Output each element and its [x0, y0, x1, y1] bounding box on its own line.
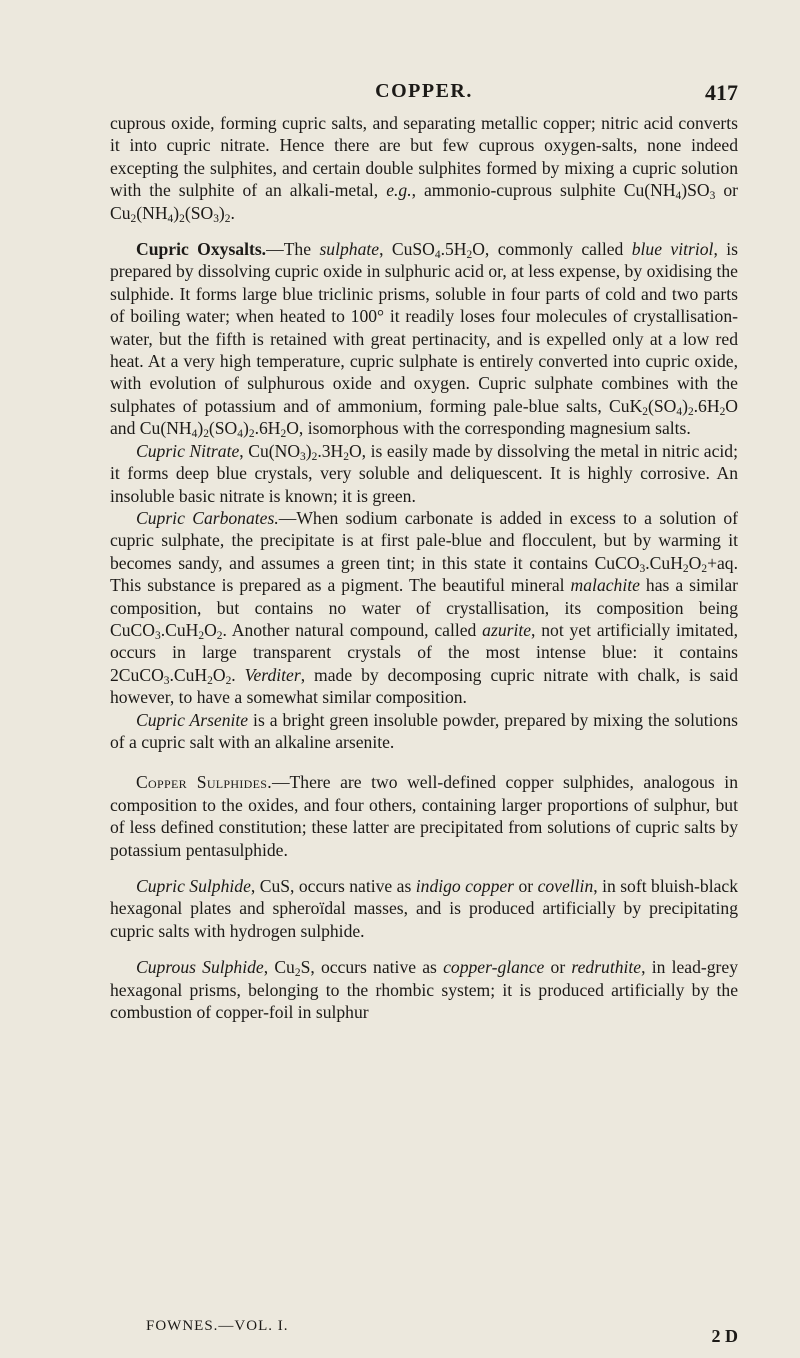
- text-run: (NH: [136, 202, 168, 223]
- subscript: 3: [639, 562, 646, 575]
- text-run: , made by decomposing cupric nitrate with chalk, is said however, to have a somewhat similar composition.: [110, 664, 738, 708]
- text-run: .CuH: [160, 619, 199, 640]
- text-run: or Cu: [110, 180, 739, 223]
- subscript: 3: [300, 450, 306, 463]
- subscript: 2: [225, 674, 232, 687]
- subscript: 2: [343, 450, 349, 463]
- text-run: Cupric Carbonates.: [136, 507, 279, 528]
- subscript: 2: [198, 629, 205, 642]
- text-run: azurite: [482, 619, 532, 640]
- text-run: S, occurs native as: [300, 957, 444, 978]
- text-run: cuprous oxide, forming cupric salts, and separating metallic copper; nitric acid converts it into cupric nitrate. Hence there are but few cuprous oxygen-salts, none indeed excepting the sulphites, and certain double sulphites formed by mixing a cupric solution with the sulphite of an alkali-metal,: [110, 113, 738, 201]
- text-run: .: [231, 664, 245, 685]
- text-run: .6H: [254, 418, 281, 439]
- text-run: O: [204, 619, 217, 640]
- subscript: 4: [191, 428, 198, 441]
- paragraph-cupric-carbonates: [110, 507, 738, 709]
- text-run: . Another natural compound, called: [222, 619, 483, 640]
- subscript: 2: [466, 249, 473, 262]
- text-run: O, isomorphous with the corresponding magnesium salts.: [286, 418, 691, 439]
- text-run: copper-glance: [443, 957, 545, 978]
- paragraph-cupric-nitrate: [110, 440, 738, 507]
- text-run: blue vitriol: [631, 239, 714, 260]
- text-run: O: [688, 552, 702, 573]
- text-run: indigo copper: [415, 876, 515, 896]
- subscript: 2: [701, 562, 708, 575]
- running-header: [110, 80, 738, 110]
- text-run: sulphate: [319, 239, 380, 260]
- text-run: Verditer: [244, 664, 301, 685]
- text-run: Cuprous Sulphide: [136, 957, 264, 978]
- text-run: or: [544, 957, 572, 978]
- text-run: .CuH: [169, 664, 208, 685]
- paragraph-cupric-arsenite: [110, 709, 738, 754]
- subscript: 2: [207, 674, 213, 687]
- subscript: 2: [130, 212, 137, 225]
- text-run: , in soft bluish-black hexagonal plates and spheroïdal masses, and is produced artificially by precipitating cupric salts with hydrogen sulphide.: [110, 876, 739, 941]
- subscript: 2: [311, 450, 318, 463]
- text-run: has a similar composition, but contains no water of crystallisation, its composition being CuCO: [110, 575, 738, 640]
- subscript: 4: [237, 428, 243, 441]
- subscript: 2: [248, 428, 255, 441]
- text-run: )SO: [681, 180, 710, 201]
- text-run: is a bright green insoluble powder, prepared by mixing the solutions of a cupric salt with an alkaline arsenite.: [110, 709, 738, 752]
- text-run: ): [218, 202, 225, 223]
- text-run: O: [212, 664, 226, 685]
- text-run: (SO: [184, 202, 214, 223]
- text-run: —There are two well-defined copper sulphides, analogous in composition to the oxides, and four others, containing larger proportions of sulphur, but of less defined constitution; these latter are precipitated from solutions of cupric salts by potassium pentasulphide.: [110, 772, 738, 860]
- text-run: Copper Sulphides.: [136, 772, 272, 793]
- text-run: , not yet artificially imitated, occurs in large transparent crystals of the most intense blue: it contains 2CuCO: [110, 619, 738, 685]
- paragraph-cupric-oxysalts: [110, 238, 738, 440]
- text-run: covellin: [537, 876, 594, 896]
- text-run: (SO: [208, 418, 238, 439]
- page-footer: [110, 1318, 738, 1348]
- paragraph-copper-sulphides: [110, 771, 738, 861]
- text-run: ): [305, 440, 312, 461]
- text-run: Cupric Sulphide: [136, 876, 251, 896]
- subscript: 4: [675, 190, 682, 203]
- signature-line: FOWNES.—VOL. I.: [146, 1318, 289, 1334]
- subscript: 2: [179, 212, 185, 225]
- page-number: 417: [705, 80, 738, 105]
- subscript: 2: [280, 428, 287, 441]
- subscript: 2: [224, 212, 231, 225]
- text-run: Cupric Arsenite: [136, 709, 249, 730]
- subscript: 4: [434, 249, 441, 262]
- text-run: malachite: [570, 575, 640, 596]
- paragraph-cuprous-sulphide: [110, 956, 738, 1023]
- text-run: ): [242, 418, 249, 439]
- text-run: O and Cu(NH: [110, 395, 738, 439]
- subscript: 3: [213, 212, 219, 225]
- subscript: 2: [719, 405, 726, 418]
- text-run: (SO: [648, 395, 677, 416]
- subscript: 3: [709, 190, 716, 203]
- text-run: , is prepared by dissolving cupric oxide in sulphuric acid or, at less expense, by oxidising the sulphide. It forms large blue triclinic prisms, soluble in four parts of cold and two parts of boiling water; when heated to 100° it readily loses four molecules of crystallisation-water, but the fifth is retained with great pertinacity, and is expelled only at a low red heat. At a very high temperature, cupric sulphate is entirely converted into cupric oxide, with evolution of sulphurous oxide and oxygen. Cupric sulphate combines with the sulphates of potassium and of ammonium, forming pale-blue salts, CuK: [110, 239, 738, 416]
- text-run: e.g.: [386, 180, 412, 201]
- text-run: , in lead-grey hexagonal prisms, belonging to the rhombic system; it is produced artificially by the combustion of copper-foil in sulphur: [110, 957, 739, 1023]
- subscript: 3: [163, 674, 170, 687]
- page-body: [110, 112, 738, 1023]
- text-run: .: [230, 202, 235, 223]
- subscript: 2: [682, 562, 689, 575]
- subscript: 3: [154, 629, 161, 642]
- subscript: 4: [676, 405, 683, 418]
- text-run: —The: [266, 239, 320, 260]
- text-run: , ammonio-cuprous sulphite Cu(NH: [411, 180, 676, 201]
- subscript: 2: [216, 629, 223, 642]
- subscript: 2: [203, 428, 209, 441]
- text-run: , Cu(NO: [239, 440, 301, 461]
- text-run: redruthite: [571, 957, 642, 978]
- text-run: .CuH: [645, 552, 683, 573]
- text-run: , CuS, occurs native as: [250, 876, 416, 896]
- text-run: O, is easily made by dissolving the metal in nitric acid; it forms deep blue crystals, very soluble and deliquescent. It is highly corrosive. An insoluble basic nitrate is known; it is green.: [110, 440, 738, 506]
- text-run: ): [173, 202, 180, 223]
- text-run: or: [514, 876, 538, 896]
- text-run: .3H: [317, 440, 344, 461]
- subscript: 2: [687, 405, 694, 418]
- text-run: —When sodium carbonate is added in excess to a solution of cupric sulphate, the precipitate is at first pale-blue and flocculent, but by warming it becomes sandy, and assumes a green tint; in this state it contains CuCO: [110, 507, 739, 573]
- subscript: 2: [294, 967, 301, 980]
- text-run: , CuSO: [379, 239, 435, 260]
- paragraph-cuprous-oxide: [110, 112, 738, 224]
- text-run: +aq. This substance is prepared as a pigment. The beautiful mineral: [110, 552, 738, 596]
- text-run: Cupric Oxysalts.: [136, 239, 267, 260]
- text-run: ): [197, 418, 204, 439]
- text-run: .5H: [440, 239, 467, 260]
- subscript: 2: [642, 405, 648, 418]
- text-run: , Cu: [263, 957, 295, 978]
- sheet-mark: 2 D: [711, 1326, 738, 1346]
- subscript: 4: [167, 212, 174, 225]
- paragraph-cupric-sulphide: [110, 875, 738, 942]
- text-run: ): [682, 395, 688, 416]
- text-run: .6H: [693, 395, 720, 416]
- running-title: COPPER.: [375, 80, 473, 102]
- text-run: Cupric Nitrate: [136, 440, 240, 461]
- text-run: O, commonly called: [472, 239, 632, 260]
